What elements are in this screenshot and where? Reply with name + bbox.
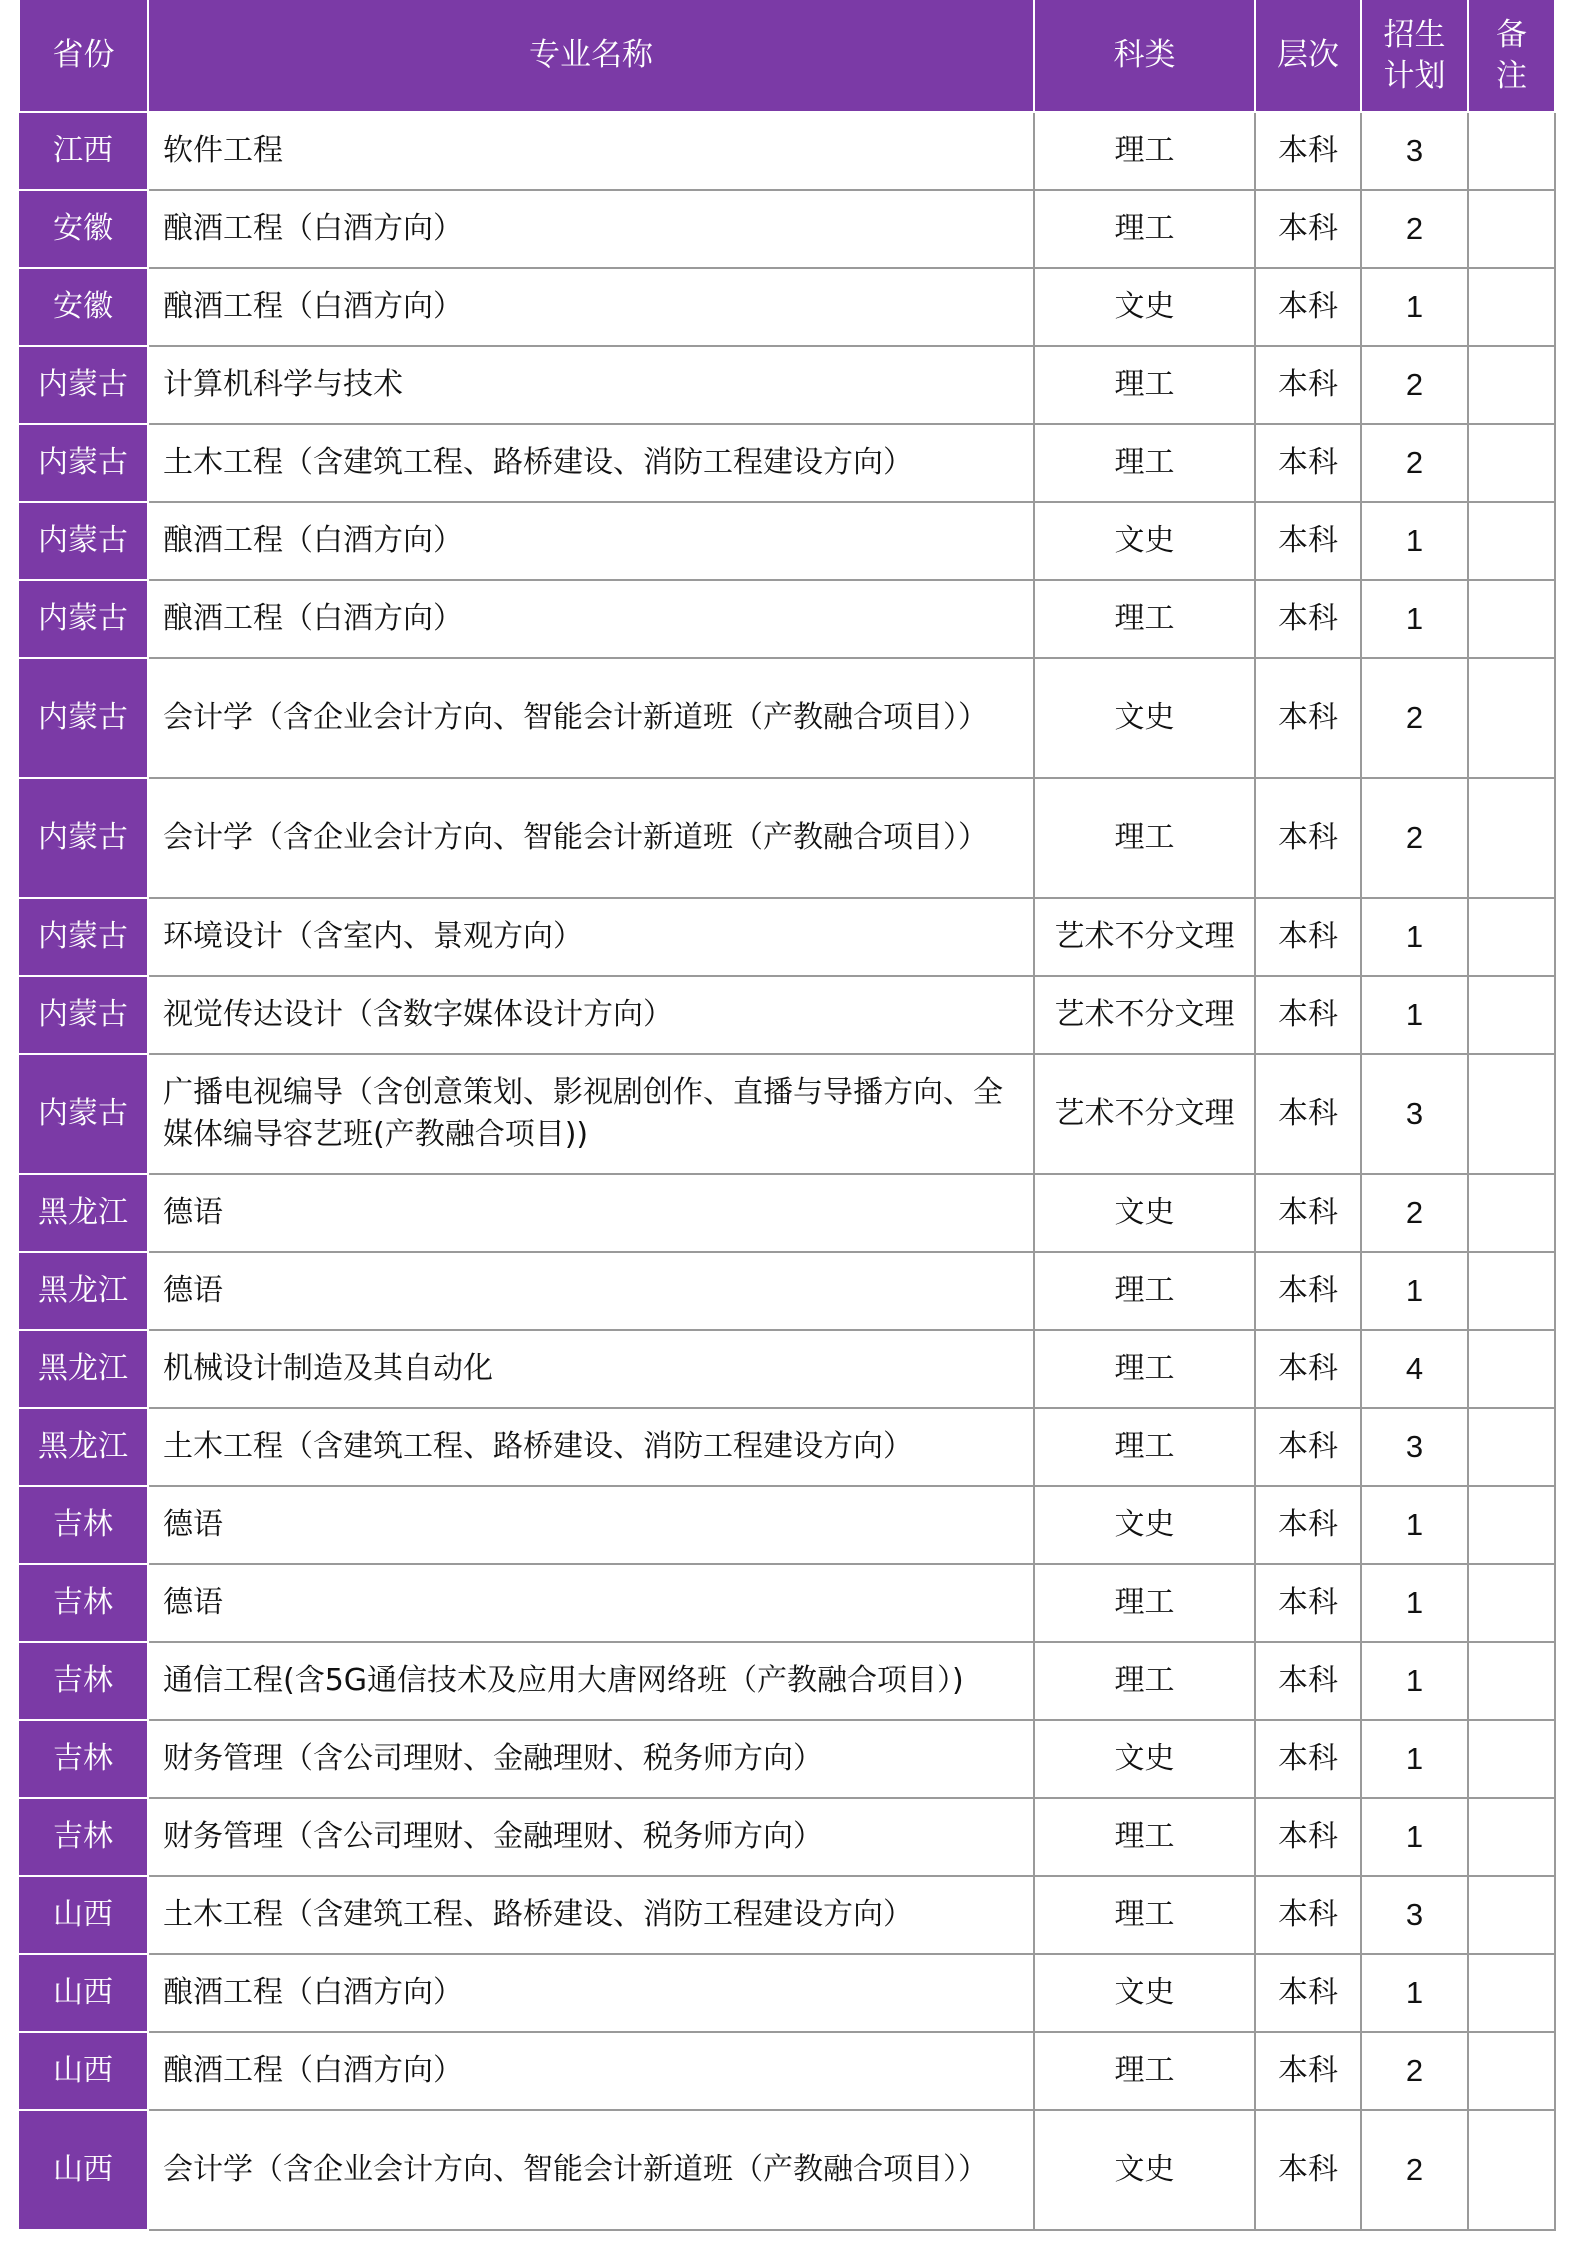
major-cell: 土木工程（含建筑工程、路桥建设、消防工程建设方向） (148, 424, 1034, 502)
table-row (19, 1642, 1555, 1720)
plan-cell: 1 (1361, 580, 1468, 658)
category-cell: 理工 (1034, 1330, 1255, 1408)
category-cell: 理工 (1034, 112, 1255, 190)
table-row (19, 1954, 1555, 2032)
table-row (19, 976, 1555, 1054)
table-row (19, 1720, 1555, 1798)
level-cell: 本科 (1255, 1876, 1361, 1954)
major-cell: 财务管理（含公司理财、金融理财、税务师方向） (148, 1720, 1034, 1798)
province-cell: 安徽 (19, 190, 148, 268)
level-cell: 本科 (1255, 1054, 1361, 1174)
header-row (19, 0, 1555, 112)
note-cell (1468, 1054, 1555, 1174)
note-cell (1468, 2032, 1555, 2110)
major-cell: 德语 (148, 1564, 1034, 1642)
note-cell (1468, 502, 1555, 580)
enrollment-plan-sheet (18, 0, 1554, 2231)
level-cell: 本科 (1255, 346, 1361, 424)
major-cell: 计算机科学与技术 (148, 346, 1034, 424)
note-cell (1468, 1564, 1555, 1642)
category-cell: 理工 (1034, 1798, 1255, 1876)
table-row (19, 1798, 1555, 1876)
header-plan-line2: 计划 (1383, 57, 1446, 94)
plan-cell: 3 (1361, 1408, 1468, 1486)
plan-cell: 4 (1361, 1330, 1468, 1408)
table-row (19, 778, 1555, 898)
table-row (19, 1174, 1555, 1252)
table-row (19, 1252, 1555, 1330)
province-cell: 内蒙古 (19, 898, 148, 976)
level-cell: 本科 (1255, 2110, 1361, 2230)
category-cell: 理工 (1034, 346, 1255, 424)
note-cell (1468, 268, 1555, 346)
plan-cell: 1 (1361, 1642, 1468, 1720)
plan-cell: 1 (1361, 976, 1468, 1054)
major-cell: 会计学（含企业会计方向、智能会计新道班（产教融合项目）） (148, 658, 1034, 778)
table-row (19, 2032, 1555, 2110)
note-cell (1468, 898, 1555, 976)
note-cell (1468, 1174, 1555, 1252)
table-row (19, 1408, 1555, 1486)
category-cell: 文史 (1034, 1720, 1255, 1798)
category-cell: 艺术不分文理 (1034, 898, 1255, 976)
note-cell (1468, 976, 1555, 1054)
category-cell: 理工 (1034, 424, 1255, 502)
province-cell: 内蒙古 (19, 502, 148, 580)
table-body (19, 112, 1555, 2230)
plan-cell: 1 (1361, 898, 1468, 976)
level-cell: 本科 (1255, 1564, 1361, 1642)
table-row (19, 1876, 1555, 1954)
plan-cell: 1 (1361, 502, 1468, 580)
header-major: 专业名称 (148, 0, 1034, 112)
table-row (19, 2110, 1555, 2230)
note-cell (1468, 1408, 1555, 1486)
note-cell (1468, 1486, 1555, 1564)
major-cell: 会计学（含企业会计方向、智能会计新道班（产教融合项目）） (148, 778, 1034, 898)
level-cell: 本科 (1255, 1486, 1361, 1564)
plan-cell: 2 (1361, 778, 1468, 898)
plan-cell: 1 (1361, 1486, 1468, 1564)
category-cell: 理工 (1034, 1876, 1255, 1954)
header-province: 省份 (19, 0, 148, 112)
note-cell (1468, 1330, 1555, 1408)
category-cell: 文史 (1034, 1486, 1255, 1564)
header-plan-line1: 招生 (1383, 16, 1446, 53)
note-cell (1468, 778, 1555, 898)
header-note-line2: 注 (1496, 57, 1527, 94)
category-cell: 理工 (1034, 1642, 1255, 1720)
province-cell: 内蒙古 (19, 580, 148, 658)
note-cell (1468, 1720, 1555, 1798)
plan-cell: 1 (1361, 1720, 1468, 1798)
plan-cell: 1 (1361, 1954, 1468, 2032)
plan-cell: 3 (1361, 1054, 1468, 1174)
level-cell: 本科 (1255, 1642, 1361, 1720)
major-cell: 视觉传达设计（含数字媒体设计方向） (148, 976, 1034, 1054)
note-cell (1468, 1798, 1555, 1876)
level-cell: 本科 (1255, 502, 1361, 580)
province-cell: 内蒙古 (19, 658, 148, 778)
header-plan (1361, 0, 1468, 112)
major-cell: 会计学（含企业会计方向、智能会计新道班（产教融合项目）） (148, 2110, 1034, 2230)
major-cell: 酿酒工程（白酒方向） (148, 2032, 1034, 2110)
level-cell: 本科 (1255, 2032, 1361, 2110)
major-cell: 德语 (148, 1174, 1034, 1252)
plan-cell: 1 (1361, 268, 1468, 346)
major-cell: 酿酒工程（白酒方向） (148, 580, 1034, 658)
level-cell: 本科 (1255, 976, 1361, 1054)
note-cell (1468, 1252, 1555, 1330)
table-header (19, 0, 1555, 112)
note-cell (1468, 424, 1555, 502)
plan-cell: 3 (1361, 1876, 1468, 1954)
plan-cell: 2 (1361, 346, 1468, 424)
major-cell: 酿酒工程（白酒方向） (148, 502, 1034, 580)
province-cell: 黑龙江 (19, 1408, 148, 1486)
table-row (19, 502, 1555, 580)
table-row (19, 1486, 1555, 1564)
level-cell: 本科 (1255, 1720, 1361, 1798)
note-cell (1468, 112, 1555, 190)
category-cell: 理工 (1034, 190, 1255, 268)
level-cell: 本科 (1255, 580, 1361, 658)
category-cell: 理工 (1034, 2032, 1255, 2110)
major-cell: 广播电视编导（含创意策划、影视剧创作、直播与导播方向、全媒体编导容艺班(产教融合项目)) (148, 1054, 1034, 1174)
level-cell: 本科 (1255, 424, 1361, 502)
table-row (19, 1054, 1555, 1174)
level-cell: 本科 (1255, 112, 1361, 190)
major-cell: 软件工程 (148, 112, 1034, 190)
plan-cell: 2 (1361, 190, 1468, 268)
level-cell: 本科 (1255, 1252, 1361, 1330)
table-row (19, 580, 1555, 658)
category-cell: 理工 (1034, 778, 1255, 898)
plan-cell: 2 (1361, 658, 1468, 778)
province-cell: 山西 (19, 1876, 148, 1954)
category-cell: 文史 (1034, 1174, 1255, 1252)
category-cell: 理工 (1034, 1408, 1255, 1486)
level-cell: 本科 (1255, 1174, 1361, 1252)
category-cell: 理工 (1034, 580, 1255, 658)
table-row (19, 1564, 1555, 1642)
note-cell (1468, 190, 1555, 268)
note-cell (1468, 1876, 1555, 1954)
major-cell: 环境设计（含室内、景观方向） (148, 898, 1034, 976)
major-cell: 土木工程（含建筑工程、路桥建设、消防工程建设方向） (148, 1876, 1034, 1954)
province-cell: 内蒙古 (19, 424, 148, 502)
enrollment-plan-table (18, 0, 1556, 2231)
table-row (19, 268, 1555, 346)
province-cell: 吉林 (19, 1564, 148, 1642)
table-row (19, 898, 1555, 976)
plan-cell: 2 (1361, 2110, 1468, 2230)
table-row (19, 424, 1555, 502)
major-cell: 机械设计制造及其自动化 (148, 1330, 1034, 1408)
province-cell: 黑龙江 (19, 1252, 148, 1330)
level-cell: 本科 (1255, 898, 1361, 976)
province-cell: 内蒙古 (19, 976, 148, 1054)
level-cell: 本科 (1255, 190, 1361, 268)
province-cell: 吉林 (19, 1798, 148, 1876)
header-category: 科类 (1034, 0, 1255, 112)
province-cell: 江西 (19, 112, 148, 190)
major-cell: 通信工程(含5G通信技术及应用大唐网络班（产教融合项目）) (148, 1642, 1034, 1720)
note-cell (1468, 658, 1555, 778)
category-cell: 艺术不分文理 (1034, 1054, 1255, 1174)
level-cell: 本科 (1255, 778, 1361, 898)
level-cell: 本科 (1255, 268, 1361, 346)
category-cell: 文史 (1034, 268, 1255, 346)
province-cell: 内蒙古 (19, 778, 148, 898)
header-note-line1: 备 (1496, 16, 1527, 53)
table-row (19, 1330, 1555, 1408)
category-cell: 文史 (1034, 658, 1255, 778)
plan-cell: 2 (1361, 1174, 1468, 1252)
note-cell (1468, 2110, 1555, 2230)
category-cell: 文史 (1034, 502, 1255, 580)
level-cell: 本科 (1255, 1954, 1361, 2032)
plan-cell: 1 (1361, 1798, 1468, 1876)
major-cell: 酿酒工程（白酒方向） (148, 1954, 1034, 2032)
table-row (19, 658, 1555, 778)
note-cell (1468, 1642, 1555, 1720)
note-cell (1468, 580, 1555, 658)
major-cell: 财务管理（含公司理财、金融理财、税务师方向） (148, 1798, 1034, 1876)
level-cell: 本科 (1255, 1408, 1361, 1486)
province-cell: 内蒙古 (19, 1054, 148, 1174)
level-cell: 本科 (1255, 1798, 1361, 1876)
table-row (19, 112, 1555, 190)
plan-cell: 1 (1361, 1252, 1468, 1330)
major-cell: 酿酒工程（白酒方向） (148, 190, 1034, 268)
category-cell: 理工 (1034, 1564, 1255, 1642)
plan-cell: 2 (1361, 424, 1468, 502)
table-row (19, 346, 1555, 424)
category-cell: 文史 (1034, 1954, 1255, 2032)
province-cell: 黑龙江 (19, 1174, 148, 1252)
level-cell: 本科 (1255, 658, 1361, 778)
note-cell (1468, 1954, 1555, 2032)
table-row (19, 190, 1555, 268)
province-cell: 山西 (19, 2110, 148, 2230)
level-cell: 本科 (1255, 1330, 1361, 1408)
province-cell: 山西 (19, 1954, 148, 2032)
header-level: 层次 (1255, 0, 1361, 112)
category-cell: 文史 (1034, 2110, 1255, 2230)
province-cell: 安徽 (19, 268, 148, 346)
header-note (1468, 0, 1555, 112)
province-cell: 吉林 (19, 1642, 148, 1720)
plan-cell: 1 (1361, 1564, 1468, 1642)
province-cell: 吉林 (19, 1720, 148, 1798)
province-cell: 黑龙江 (19, 1330, 148, 1408)
major-cell: 酿酒工程（白酒方向） (148, 268, 1034, 346)
category-cell: 艺术不分文理 (1034, 976, 1255, 1054)
province-cell: 吉林 (19, 1486, 148, 1564)
province-cell: 山西 (19, 2032, 148, 2110)
major-cell: 德语 (148, 1252, 1034, 1330)
plan-cell: 2 (1361, 2032, 1468, 2110)
plan-cell: 3 (1361, 112, 1468, 190)
major-cell: 德语 (148, 1486, 1034, 1564)
major-cell: 土木工程（含建筑工程、路桥建设、消防工程建设方向） (148, 1408, 1034, 1486)
province-cell: 内蒙古 (19, 346, 148, 424)
category-cell: 理工 (1034, 1252, 1255, 1330)
note-cell (1468, 346, 1555, 424)
